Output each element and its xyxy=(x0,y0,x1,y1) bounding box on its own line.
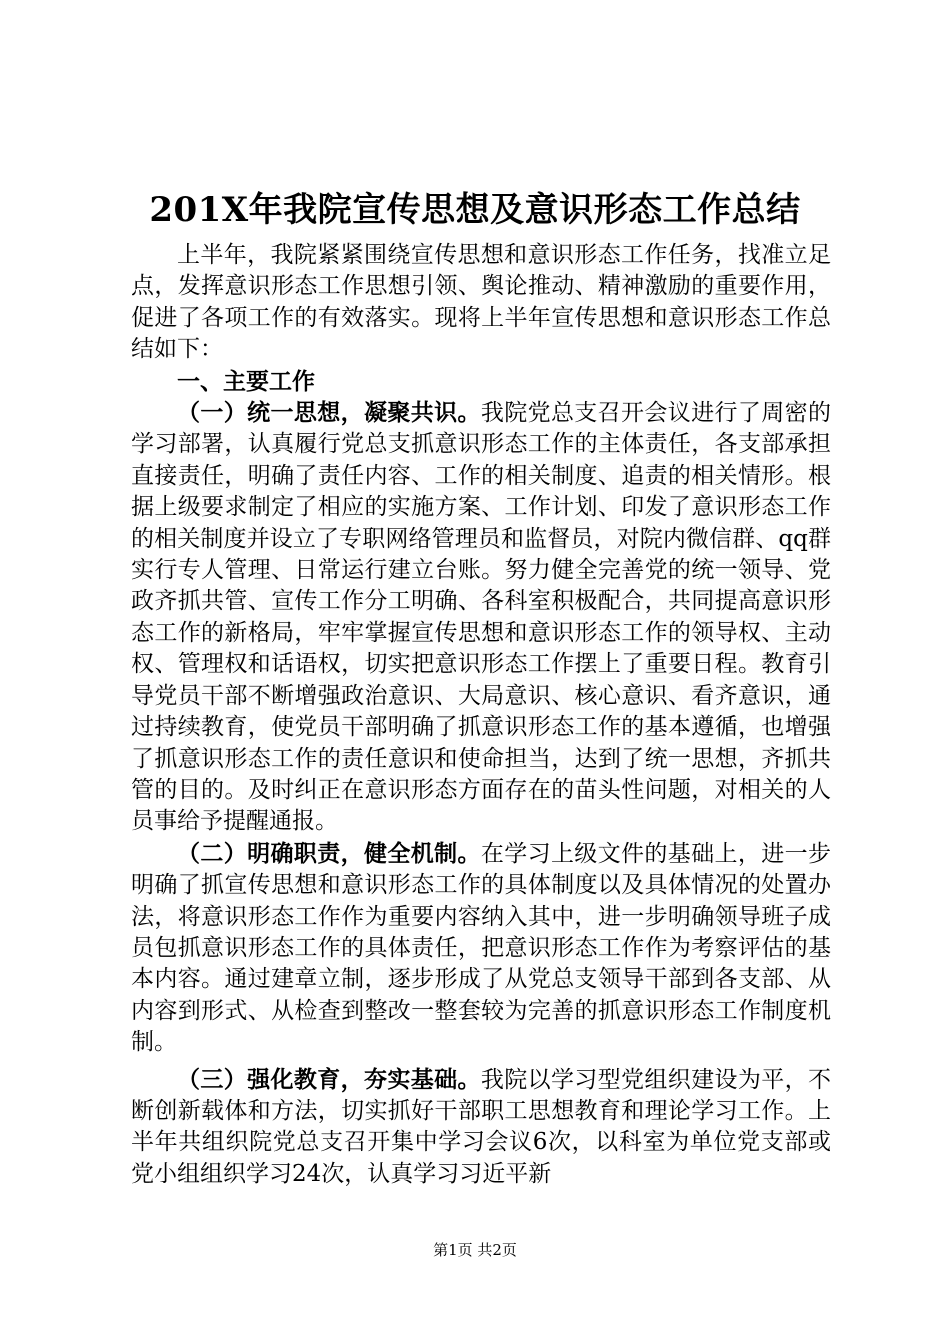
subsection-text-1: 我院党总支召开会议进行了周密的学习部署，认真履行党总支抓意识形态工作的主体责任，各支部承担直接责任，明确了责任内容、工作的相关制度、追责的相关情形。根据上级要求制定了相应的实施方案、工作计划、印发了意识形态工作的相关制度并设立了专职网络管理员和监督员，对院内微信群、qq群实行专人管理、日常运行建立台账。努力健全完善党的统一领导、党政齐抓共管、宣传工作分工明确、各科室积极配合，共同提高意识形态工作的新格局，牢牢掌握宣传思想和意识形态工作的领导权、主动权、管理权和话语权，切实把意识形态工作摆上了重要日程。教育引导党员干部不断增强政治意识、大局意识、核心意识、看齐意识，通过持续教育，使党员干部明确了抓意识形态工作的基本遵循，也增强了抓意识形态工作的责任意识和使命担当，达到了统一思想，齐抓共管的目的。及时纠正在意识形态方面存在的苗头性问题，对相关的人员事给予提醒通报。 xyxy=(131,400,832,835)
intro-paragraph: 上半年，我院紧紧围绕宣传思想和意识形态工作任务，找准立足点，发挥意识形态工作思想引领、舆论推动、精神激励的重要作用，促进了各项工作的有效落实。现将上半年宣传思想和意识形态工作总结如下： xyxy=(131,242,831,363)
document-title: 201X年我院宣传思想及意识形态工作总结 xyxy=(149,190,801,230)
subsection-text-3: 我院以学习型党组织建设为平，不断创新载体和方法，切实抓好干部职工思想教育和理论学习工作。上半年共组织院党总支召开集中学习会议6次，以科室为单位党支部或党小组组织学习24次，认真学习习近平新 xyxy=(131,1066,832,1187)
subsection-lead-1: （一）统一思想，凝聚共识。 xyxy=(177,399,481,427)
subsection-paragraph-2 xyxy=(131,838,831,1059)
section-heading: 一、主要工作 xyxy=(177,367,315,395)
subsection-lead-3: （三）强化教育，夯实基础。 xyxy=(177,1065,481,1093)
subsection-text-2: 在学习上级文件的基础上，进一步明确了抓宣传思想和意识形态工作的具体制度以及具体情况的处置办法，将意识形态工作作为重要内容纳入其中，进一步明确领导班子成员包抓意识形态工作的具体责任，把意识形态工作作为考察评估的基本内容。通过建章立制，逐步形成了从党总支领导干部到各支部、从内容到形式、从检查到整改一整套较为完善的抓意识形态工作制度机制。 xyxy=(131,840,832,1056)
subsection-paragraph-3 xyxy=(131,1064,831,1191)
subsection-lead-2: （二）明确职责，健全机制。 xyxy=(177,839,481,867)
subsection-paragraph-1 xyxy=(131,397,831,838)
page-footer: 第1页 共2页 xyxy=(433,1241,517,1259)
document-body xyxy=(131,240,831,1190)
